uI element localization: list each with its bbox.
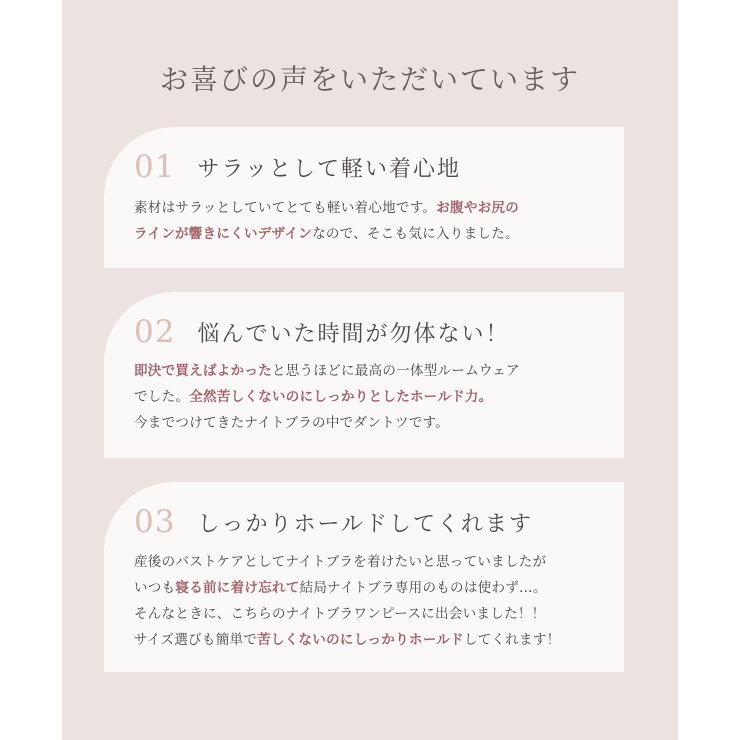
body-text: 産後のバストケアとしてナイトブラを着けたいと思っていましたが — [134, 554, 547, 570]
highlight-text: ラインが響きにくいデザイン — [134, 226, 313, 242]
body-line — [134, 575, 614, 601]
body-text: してくれます！ — [463, 632, 561, 648]
body-text: いつも — [134, 580, 176, 596]
body-line — [134, 549, 614, 575]
testimonial-heading: サラッとして軽い着心地 — [197, 156, 462, 182]
testimonial-body — [134, 358, 614, 436]
testimonial-body — [134, 549, 614, 653]
testimonial-number: 01 — [134, 149, 176, 185]
testimonial-number: 03 — [134, 504, 176, 540]
body-line — [134, 601, 614, 627]
body-text: と思うほどに最高の一体型ルームウェア — [272, 363, 520, 379]
testimonial-heading: しっかりホールドしてくれます — [197, 511, 534, 537]
body-line — [134, 221, 614, 247]
card-header — [134, 314, 509, 350]
testimonial-body — [134, 195, 614, 247]
page-title: お喜びの声をいただいています — [159, 63, 580, 96]
card-header — [134, 504, 533, 540]
body-text: 素材はサラッとしていてとても軽い着心地です。 — [134, 200, 437, 216]
body-line — [134, 627, 614, 653]
highlight-text: お腹やお尻の — [436, 200, 520, 216]
body-text: でした。 — [134, 389, 190, 405]
body-text: サイズ選びも簡単で — [134, 632, 258, 648]
body-line — [134, 410, 614, 436]
testimonial-number: 02 — [134, 314, 176, 350]
body-text: そんなときに、こちらのナイトブラワンピースに出会いました！！ — [134, 606, 546, 622]
body-line — [134, 384, 614, 410]
testimonial-card — [104, 292, 624, 458]
body-line — [134, 195, 614, 221]
card-header — [134, 149, 461, 185]
testimonial-card — [104, 127, 624, 268]
body-text: なので、そこも気に入りました。 — [312, 226, 519, 242]
highlight-text: 苦しくないのにしっかりホールド — [257, 632, 464, 648]
body-text: 結局ナイトブラ専用のものは使わず…。 — [299, 580, 547, 596]
highlight-text: 寝る前に着け忘れて — [175, 580, 300, 596]
body-text: 今までつけてきたナイトブラの中でダントツです。 — [134, 415, 450, 431]
highlight-text: 即決で買えばよかった — [134, 363, 272, 379]
testimonial-card — [104, 482, 624, 672]
highlight-text: 全然苦しくないのにしっかりとしたホールド力。 — [189, 389, 493, 405]
testimonial-heading: 悩んでいた時間が勿体ない！ — [197, 321, 510, 347]
body-line — [134, 358, 614, 384]
